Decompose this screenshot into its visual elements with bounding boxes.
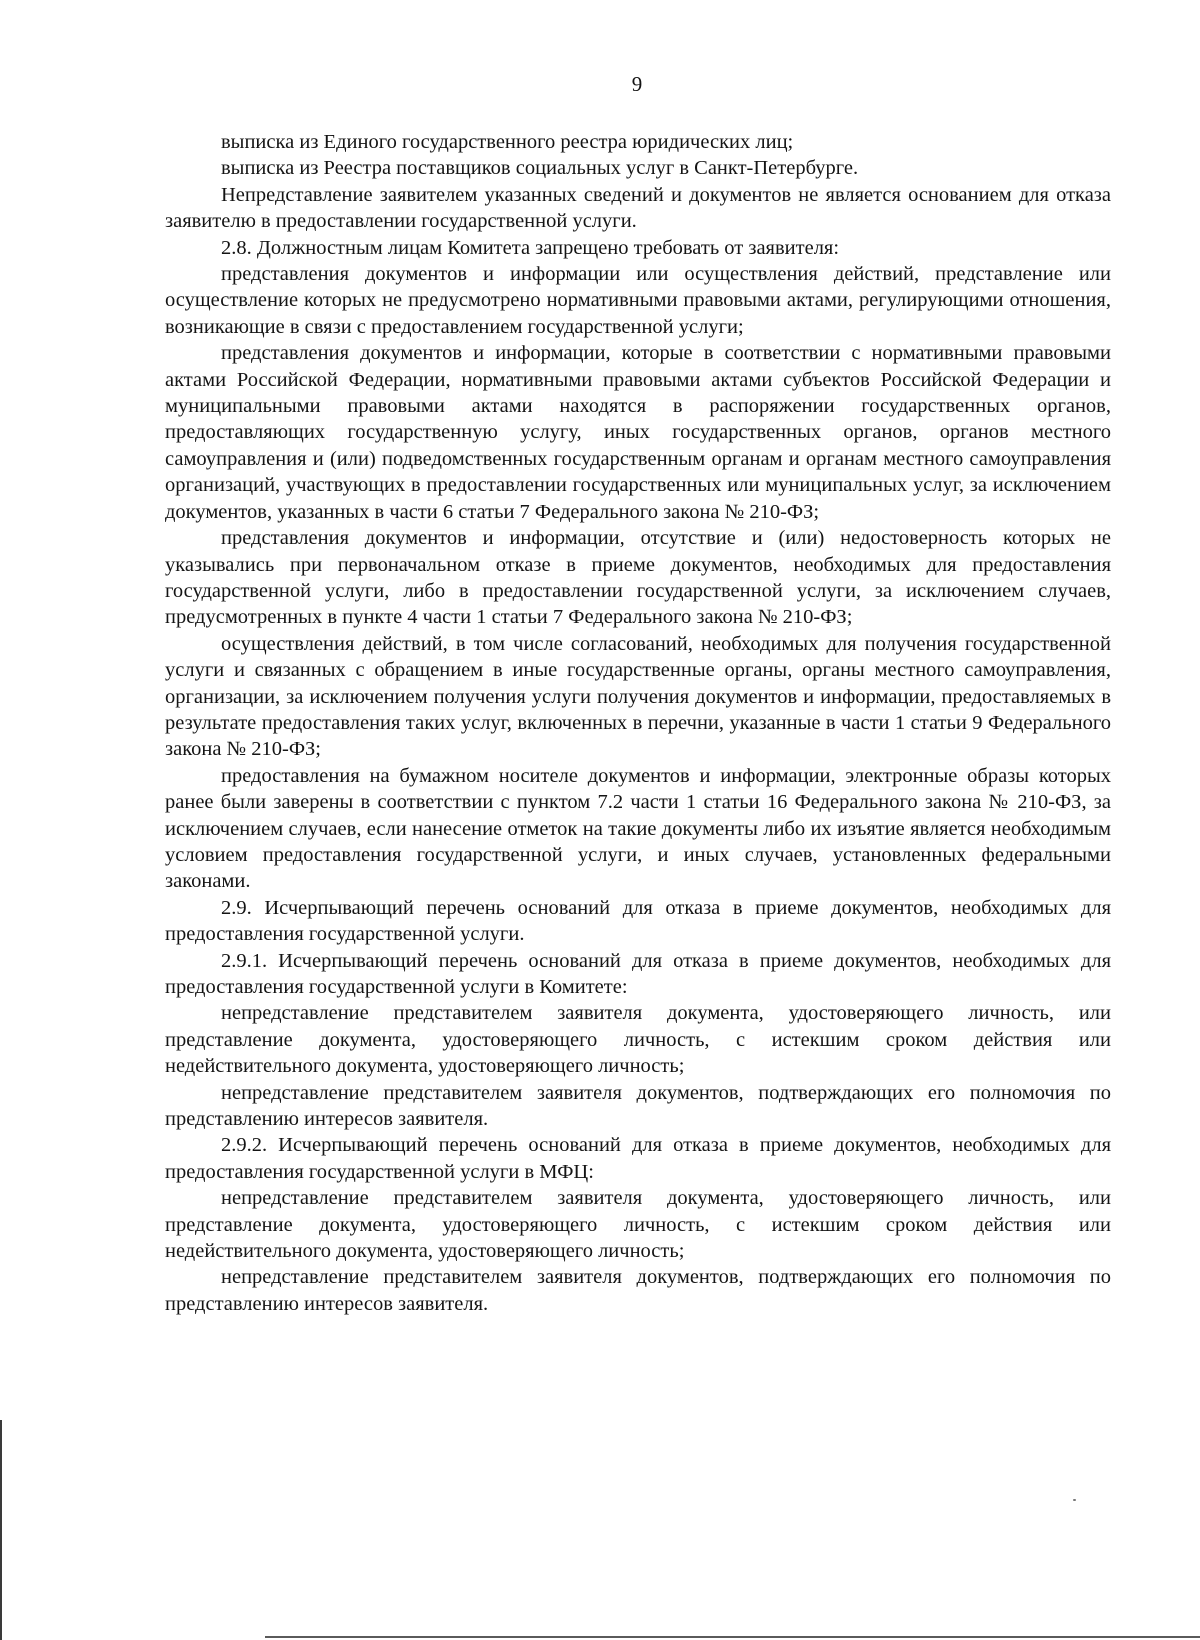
paragraph: непредставление представителем заявителя документа, удостоверяющего личность, или представление документа, удостоверяющего личность, с истекшим сроком действия или недействительного документа, удостоверяющего личность; <box>165 1002 1111 1078</box>
paragraph: осуществления действий, в том числе согласований, необходимых для получения государственной услуги и связанных с обращением в иные государственные органы, органы местного самоуправления, организации, за исключением получения услуги получения документов и информации, предоставляемых в результате предоставления таких услуг, включенных в перечни, указанные в части 1 статьи 9 Федерального закона № 210-ФЗ; <box>165 632 1111 761</box>
paragraph: выписка из Реестра поставщиков социальных услуг в Санкт-Петербурге. <box>221 157 859 180</box>
paragraph: непредставление представителем заявителя документов, подтверждающих его полномочия по представлению интересов заявителя. <box>165 1266 1111 1315</box>
paragraph: представления документов и информации, отсутствие и (или) недостоверность которых не указывались при первоначальном отказе в приеме документов, необходимых для предоставления государственной услуги, либо в предоставлении государственной услуги, за исключением случаев, предусмотренных в пункте 4 части 1 статьи 7 Федерального закона № 210-ФЗ; <box>165 527 1111 629</box>
paragraph: 2.9.1. Исчерпывающий перечень оснований для отказа в приеме документов, необходимых для предоставления государственной услуги в Комитете: <box>165 949 1111 998</box>
scan-speck <box>1073 1499 1076 1501</box>
page-number: 9 <box>631 72 643 96</box>
paragraph: предоставления на бумажном носителе документов и информации, электронные образы которых ранее были заверены в соответствии с пунктом 7.2 части 1 статьи 16 Федерального закона № 210-ФЗ, за исключением случаев, если нанесение отметок на такие документы либо их изъятие является необходимым условием предоставления государственной услуги, и иных случаев, установленных федеральными законами. <box>165 764 1111 893</box>
paragraph: выписка из Единого государственного реестра юридических лиц; <box>221 131 794 153</box>
paragraph: непредставление представителем заявителя документов, подтверждающих его полномочия по представлению интересов заявителя. <box>165 1081 1111 1131</box>
paragraph: представления документов и информации или осуществления действий, представление или осуществление которых не предусмотрено нормативными правовыми актами, регулирующими отношения, возникающие в связи с предоставлением государственной услуги; <box>165 263 1111 338</box>
document-body <box>165 129 1111 1317</box>
paragraph: 2.9.2. Исчерпывающий перечень оснований для отказа в приеме документов, необходимых для предоставления государственной услуги в МФЦ: <box>165 1134 1111 1183</box>
paragraph: представления документов и информации, которые в соответствии с нормативными правовыми актами Российской Федерации, нормативными правовыми актами субъектов Российской Федерации и муниципальными правовыми актами находятся в распоряжении государственных органов, предоставляющих государственную услугу, иных государственных органов, органов местного самоуправления и (или) подведомственных государственным органам и органам местного самоуправления организаций, участвующих в предоставлении государственных или муниципальных услуг, за исключением документов, указанных в части 6 статьи 7 Федерального закона № 210-ФЗ; <box>165 342 1111 523</box>
paragraph: непредставление представителем заявителя документа, удостоверяющего личность, или представление документа, удостоверяющего личность, с истекшим сроком действия или недействительного документа, удостоверяющего личность; <box>165 1187 1111 1263</box>
scan-edge-left <box>0 1420 2 1640</box>
paragraph: 2.8. Должностным лицам Комитета запрещено требовать от заявителя: <box>221 236 840 259</box>
paragraph: Непредставление заявителем указанных сведений и документов не является основанием для отказа заявителю в предоставлении государственной услуги. <box>165 183 1111 233</box>
scan-edge-bottom <box>265 1636 1200 1638</box>
paragraph: 2.9. Исчерпывающий перечень оснований для отказа в приеме документов, необходимых для предоставления государственной услуги. <box>165 896 1111 946</box>
